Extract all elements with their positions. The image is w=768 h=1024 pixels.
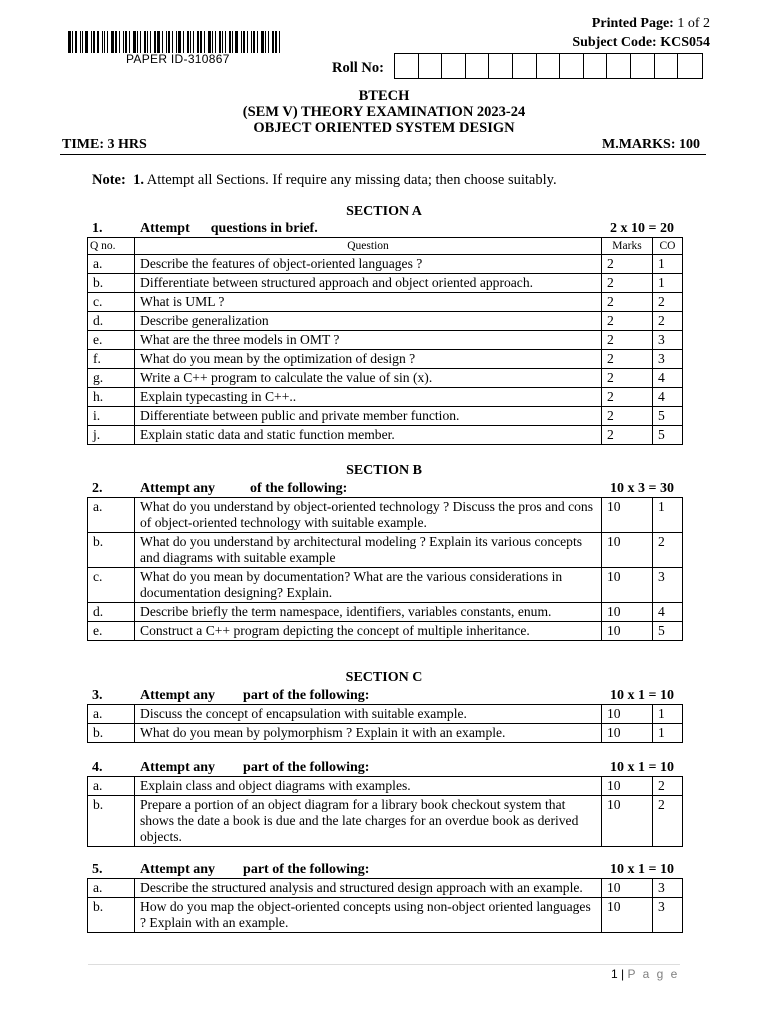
question-number: a. (88, 705, 135, 724)
question-co: 3 (653, 331, 683, 350)
question-number: f. (88, 350, 135, 369)
table-row (88, 796, 683, 847)
question-co: 1 (653, 705, 683, 724)
question-number: b. (88, 898, 135, 933)
question-text: Differentiate between public and private member function. (135, 407, 602, 426)
table-row (88, 293, 683, 312)
question-co: 2 (653, 293, 683, 312)
question-number: e. (88, 331, 135, 350)
page-footer (611, 967, 679, 981)
table-row (88, 274, 683, 293)
roll-no-box[interactable] (466, 54, 490, 78)
note: Note: 1. Attempt all Sections. If require any missing data; then choose suitably. (92, 172, 557, 188)
question-text: What do you understand by architectural modeling ? Explain its various concepts and diagrams with suitable example (135, 533, 602, 568)
question-co: 1 (653, 255, 683, 274)
question-number: c. (88, 568, 135, 603)
question-text: How do you map the object-oriented concepts using non-object oriented languages ? Explain with an example. (135, 898, 602, 933)
roll-no-box[interactable] (489, 54, 513, 78)
question-text: Explain static data and static function member. (135, 426, 602, 445)
question-marks: 2 (602, 388, 653, 407)
exam-title: (SEM V) THEORY EXAMINATION 2023-24 (242, 104, 526, 120)
question-text: Construct a C++ program depicting the concept of multiple inheritance. (135, 622, 602, 641)
roll-no-box[interactable] (442, 54, 466, 78)
q3-table (87, 704, 683, 743)
question-co: 3 (653, 898, 683, 933)
question-number: a. (88, 777, 135, 796)
question-co: 4 (653, 369, 683, 388)
section-a-number: 1. (92, 221, 103, 236)
question-marks: 10 (602, 622, 653, 641)
section-b-title: SECTION B (346, 463, 422, 478)
header-qno: Q no. (88, 238, 135, 255)
question-number: d. (88, 312, 135, 331)
q5-number: 5. (92, 862, 103, 877)
question-co: 1 (653, 274, 683, 293)
question-text: Describe the features of object-oriented languages ? (135, 255, 602, 274)
table-row (88, 879, 683, 898)
question-co: 3 (653, 350, 683, 369)
roll-no-box[interactable] (537, 54, 561, 78)
exam-time: TIME: 3 HRS (62, 137, 147, 152)
header-marks: Marks (602, 238, 653, 255)
question-marks: 10 (602, 498, 653, 533)
question-marks: 10 (602, 879, 653, 898)
question-marks: 2 (602, 255, 653, 274)
roll-no-box[interactable] (678, 54, 702, 78)
question-marks: 2 (602, 350, 653, 369)
question-number: c. (88, 293, 135, 312)
question-co: 2 (653, 777, 683, 796)
q4-table (87, 776, 683, 847)
q5-instruction: Attempt any part of the following: (140, 862, 370, 877)
table-row (88, 568, 683, 603)
question-marks: 10 (602, 603, 653, 622)
question-marks: 10 (602, 568, 653, 603)
roll-no-box[interactable] (584, 54, 608, 78)
section-a-title: SECTION A (346, 204, 422, 219)
table-row (88, 426, 683, 445)
question-marks: 2 (602, 274, 653, 293)
question-text: What are the three models in OMT ? (135, 331, 602, 350)
question-co: 2 (653, 796, 683, 847)
question-co: 4 (653, 603, 683, 622)
header-rule (60, 154, 706, 155)
question-number: a. (88, 498, 135, 533)
table-row (88, 369, 683, 388)
question-co: 2 (653, 533, 683, 568)
table-row (88, 255, 683, 274)
subject-title: OBJECT ORIENTED SYSTEM DESIGN (253, 120, 515, 136)
page-number: 1 (611, 967, 618, 981)
q5-marks: 10 x 1 = 10 (610, 862, 674, 877)
table-row (88, 533, 683, 568)
question-co: 1 (653, 724, 683, 743)
question-text: What do you mean by the optimization of design ? (135, 350, 602, 369)
question-number: i. (88, 407, 135, 426)
roll-no-box[interactable] (631, 54, 655, 78)
section-b-number: 2. (92, 481, 103, 496)
question-marks: 10 (602, 705, 653, 724)
question-co: 3 (653, 879, 683, 898)
question-co: 1 (653, 498, 683, 533)
question-co: 2 (653, 312, 683, 331)
footer-rule (88, 964, 680, 965)
roll-no-box[interactable] (655, 54, 679, 78)
roll-no-boxes[interactable] (394, 53, 703, 79)
question-marks: 2 (602, 293, 653, 312)
roll-no-box[interactable] (395, 54, 419, 78)
question-number: d. (88, 603, 135, 622)
table-row (88, 388, 683, 407)
roll-no-box[interactable] (513, 54, 537, 78)
question-number: j. (88, 426, 135, 445)
q3-number: 3. (92, 688, 103, 703)
table-row (88, 777, 683, 796)
question-co: 3 (653, 568, 683, 603)
question-text: Describe briefly the term namespace, identifiers, variables constants, enum. (135, 603, 602, 622)
question-marks: 10 (602, 777, 653, 796)
table-row (88, 331, 683, 350)
q4-marks: 10 x 1 = 10 (610, 760, 674, 775)
table-row (88, 898, 683, 933)
question-text: Describe generalization (135, 312, 602, 331)
question-co: 5 (653, 407, 683, 426)
question-text: Explain class and object diagrams with examples. (135, 777, 602, 796)
section-a-table (87, 237, 683, 445)
degree-title: BTECH (358, 88, 410, 104)
question-text: Describe the structured analysis and structured design approach with an example. (135, 879, 602, 898)
question-marks: 2 (602, 426, 653, 445)
section-b-marks: 10 x 3 = 30 (610, 481, 674, 496)
question-marks: 10 (602, 533, 653, 568)
question-number: e. (88, 622, 135, 641)
q4-number: 4. (92, 760, 103, 775)
page-separator: | (621, 967, 625, 981)
paper-id: PAPER ID-310867 (126, 52, 230, 66)
question-number: b. (88, 533, 135, 568)
question-number: b. (88, 796, 135, 847)
table-row (88, 705, 683, 724)
question-co: 5 (653, 622, 683, 641)
section-b-table (87, 497, 683, 641)
question-marks: 2 (602, 407, 653, 426)
question-co: 5 (653, 426, 683, 445)
header-question: Question (135, 238, 602, 255)
question-text: Differentiate between structured approach and object oriented approach. (135, 274, 602, 293)
q3-marks: 10 x 1 = 10 (610, 688, 674, 703)
table-row (88, 350, 683, 369)
question-number: h. (88, 388, 135, 407)
roll-no-box[interactable] (419, 54, 443, 78)
question-marks: 10 (602, 724, 653, 743)
question-number: a. (88, 255, 135, 274)
q4-instruction: Attempt any part of the following: (140, 760, 370, 775)
question-number: b. (88, 724, 135, 743)
max-marks: M.MARKS: 100 (602, 137, 700, 152)
question-text: Discuss the concept of encapsulation with suitable example. (135, 705, 602, 724)
table-row (88, 622, 683, 641)
barcode (68, 31, 296, 53)
question-number: g. (88, 369, 135, 388)
roll-no-box[interactable] (560, 54, 584, 78)
printed-page: Printed Page: 1 of 2 (591, 16, 710, 31)
question-text: Prepare a portion of an object diagram for a library book checkout system that shows the date a book is due and the late charges for an overdue book as derived objects. (135, 796, 602, 847)
subject-code: Subject Code: KCS054 (572, 35, 710, 50)
q5-table (87, 878, 683, 933)
question-marks: 10 (602, 898, 653, 933)
question-marks: 2 (602, 331, 653, 350)
section-c-title: SECTION C (345, 670, 423, 685)
question-number: b. (88, 274, 135, 293)
roll-no-box[interactable] (607, 54, 631, 78)
table-row (88, 407, 683, 426)
table-row (88, 498, 683, 533)
table-row (88, 724, 683, 743)
question-marks: 2 (602, 369, 653, 388)
question-text: Write a C++ program to calculate the value of sin (x). (135, 369, 602, 388)
table-header (88, 238, 683, 255)
question-text: Explain typecasting in C++.. (135, 388, 602, 407)
page-label: P a g e (627, 967, 680, 981)
question-number: a. (88, 879, 135, 898)
question-text: What do you understand by object-oriented technology ? Discuss the pros and cons of object-oriented technology with suitable example. (135, 498, 602, 533)
section-b-instruction: Attempt any of the following: (140, 481, 348, 496)
header-co: CO (653, 238, 683, 255)
section-a-instruction: Attempt questions in brief. (140, 221, 318, 236)
question-text: What do you mean by polymorphism ? Explain it with an example. (135, 724, 602, 743)
question-co: 4 (653, 388, 683, 407)
question-text: What do you mean by documentation? What are the various considerations in documentation designing? Explain. (135, 568, 602, 603)
q3-instruction: Attempt any part of the following: (140, 688, 370, 703)
roll-no-label: Roll No: (332, 60, 384, 76)
table-row (88, 312, 683, 331)
table-row (88, 603, 683, 622)
section-a-marks: 2 x 10 = 20 (610, 221, 674, 236)
question-marks: 2 (602, 312, 653, 331)
question-text: What is UML ? (135, 293, 602, 312)
question-marks: 10 (602, 796, 653, 847)
